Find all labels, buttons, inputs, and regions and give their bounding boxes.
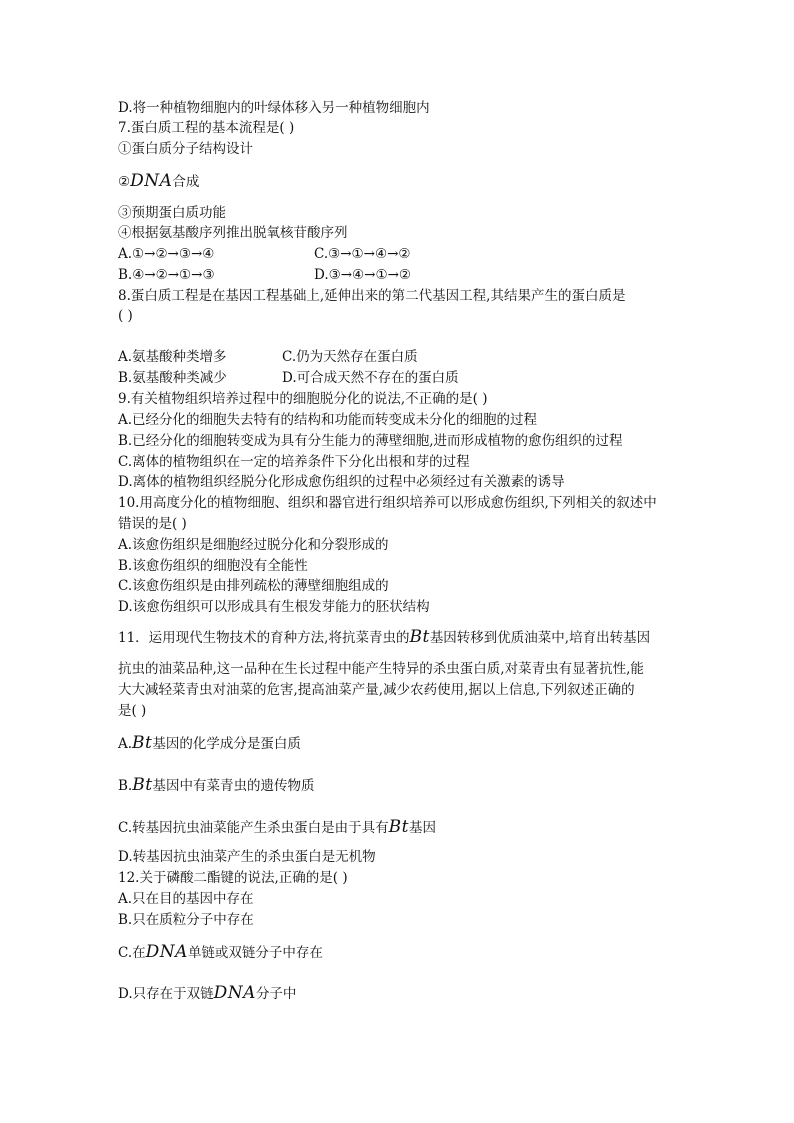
q11-option-b-prefix: B.	[118, 778, 133, 794]
q8-stem-line-2: ( )	[118, 308, 133, 324]
q7-option-a: A.①→②→③→④	[118, 246, 215, 262]
q8-option-a: A.氨基酸种类增多	[118, 349, 227, 365]
q7-stem: 7.蛋白质工程的基本流程是( )	[118, 120, 295, 136]
q11-stem-line-2: 抗虫的油菜品种,这一品种在生长过程中能产生特异的杀虫蛋白质,对菜青虫有显著抗性,能	[118, 661, 644, 677]
q7-option-b: B.④→②→①→③	[118, 267, 215, 283]
q12-stem: 12.关于磷酸二酯键的说法,正确的是( )	[118, 870, 348, 886]
q7-option-d: D.③→④→①→②	[314, 267, 411, 283]
q9-option-a: A.已经分化的细胞失去特有的结构和功能而转变成未分化的细胞的过程	[118, 412, 538, 428]
q11-option-a-suffix: 基因的化学成分是蛋白质	[152, 736, 301, 752]
q10-option-c: C.该愈伤组织是由排列疏松的薄壁细胞组成的	[118, 578, 389, 594]
q12-option-d-math: DNA	[213, 983, 256, 1003]
q7-step-2	[118, 172, 199, 191]
q9-option-c: C.离体的植物组织在一定的培养条件下分化出根和芽的过程	[118, 454, 470, 470]
q9-option-b: B.已经分化的细胞转变成为具有分生能力的薄壁细胞,进而形成植物的愈伤组织的过程	[118, 433, 623, 449]
q11-option-b-suffix: 基因中有菜青虫的遗传物质	[152, 778, 315, 794]
q8-option-d: D.可合成天然不存在的蛋白质	[282, 370, 459, 386]
q10-stem-line-2: 错误的是( )	[118, 516, 187, 532]
q12-option-c	[118, 943, 323, 962]
q7-step-2-suffix: 合成	[172, 174, 200, 190]
q7-step-2-math: DNA	[130, 171, 173, 191]
q6-option-d: D.将一种植物细胞内的叶绿体移入另一种植物细胞内	[118, 100, 430, 116]
q8-option-b: B.氨基酸种类减少	[118, 370, 227, 386]
q7-step-2-prefix: ②	[118, 174, 131, 190]
q12-option-c-prefix: C.在	[118, 945, 146, 961]
q10-option-a: A.该愈伤组织是细胞经过脱分化和分裂形成的	[118, 537, 389, 553]
q10-option-b: B.该愈伤组织的细胞没有全能性	[118, 558, 308, 574]
q7-step-3: ③预期蛋白质功能	[118, 205, 226, 221]
q11-option-a-math: Bt	[132, 733, 153, 753]
q7-step-4: ④根据氨基酸序列推出脱氧核苷酸序列	[118, 225, 348, 241]
q11-option-a-prefix: A.	[118, 736, 133, 752]
q11-option-c-math: Bt	[388, 817, 409, 837]
q12-option-c-math: DNA	[145, 942, 188, 962]
q7-step-1: ①蛋白质分子结构设计	[118, 141, 253, 157]
q11-stem-suffix: 基因转移到优质油菜中,培育出转基因	[429, 630, 651, 646]
q12-option-d-suffix: 分子中	[255, 986, 297, 1002]
q11-option-a	[118, 734, 301, 753]
q12-option-a: A.只在目的基因中存在	[118, 891, 254, 907]
q12-option-d-prefix: D.只存在于双链	[118, 986, 214, 1002]
q11-option-c-prefix: C.转基因抗虫油菜能产生杀虫蛋白是由于具有	[118, 820, 389, 836]
q10-stem-line-1: 10.用高度分化的植物细胞、组织和器官进行组织培养可以形成愈伤组织,下列相关的叙述中	[118, 495, 657, 511]
q10-option-d: D.该愈伤组织可以形成具有生根发芽能力的胚状结构	[118, 599, 430, 615]
q11-stem-line-1	[118, 628, 650, 647]
q12-option-c-suffix: 单链或双链分子中存在	[187, 945, 323, 961]
q11-option-b-math: Bt	[132, 775, 153, 795]
q12-option-b: B.只在质粒分子中存在	[118, 912, 254, 928]
q9-stem: 9.有关植物组织培养过程中的细胞脱分化的说法,不正确的是( )	[118, 391, 488, 407]
q11-stem-line-4: 是( )	[118, 703, 147, 719]
q11-stem-line-3: 大大减轻菜青虫对油菜的危害,提高油菜产量,减少农药使用,据以上信息,下列叙述正确的	[118, 682, 635, 698]
q11-option-c-suffix: 基因	[408, 820, 436, 836]
q11-stem-prefix: 11．运用现代生物技术的育种方法,将抗菜青虫的	[118, 630, 410, 646]
q11-stem-math: Bt	[409, 627, 430, 647]
q11-option-c	[118, 818, 436, 837]
q8-option-c: C.仍为天然存在蛋白质	[282, 349, 418, 365]
q11-option-b	[118, 776, 315, 795]
q7-option-c: C.③→①→④→②	[314, 246, 411, 262]
q8-stem-line-1: 8.蛋白质工程是在基因工程基础上,延伸出来的第二代基因工程,其结果产生的蛋白质是	[118, 288, 626, 304]
q12-option-d	[118, 984, 296, 1003]
q11-option-d: D.转基因抗虫油菜产生的杀虫蛋白是无机物	[118, 849, 376, 865]
q9-option-d: D.离体的植物组织经脱分化形成愈伤组织的过程中必须经过有关激素的诱导	[118, 474, 565, 490]
